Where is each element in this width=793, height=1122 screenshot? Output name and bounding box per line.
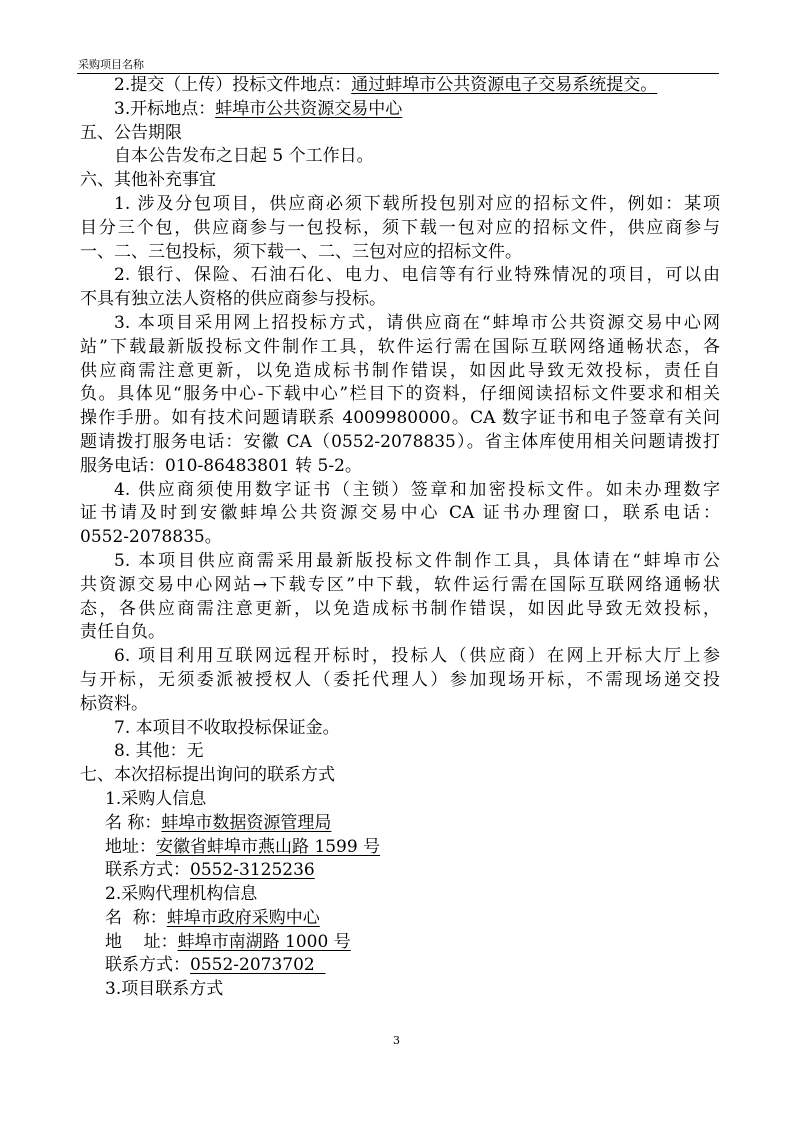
- paragraph-line: 5. 本项目供应商需采用最新版投标文件制作工具，具体请在“蚌埠市公: [114, 550, 720, 571]
- subheading-agency-info: 2.采购代理机构信息: [105, 884, 258, 905]
- paragraph-line: 1. 涉及分包项目，供应商必须下载所投包别对应的招标文件，例如：某项: [114, 193, 720, 214]
- purchaser-name-value: 蚌埠市数据资源管理局: [161, 812, 332, 833]
- agency-phone-value: 0552-2073702: [190, 955, 326, 976]
- agency-name-label: 名 称：: [105, 907, 167, 928]
- page-number: 3: [393, 1034, 400, 1047]
- paragraph-line: 题请拨打服务电话：安徽 CA（0552-2078835）。省主体库使用相关问题请拨打: [80, 431, 720, 452]
- paragraph-line: 站”下载最新版投标文件制作工具，软件运行需在国际互联网络通畅状态，各: [80, 336, 720, 357]
- paragraph-line: 7. 本项目不收取投标保证金。: [114, 717, 340, 738]
- paragraph-line: 2. 银行、保险、石油石化、电力、电信等有行业特殊情况的项目，可以由: [114, 265, 720, 286]
- purchaser-name-line: [80, 812, 720, 836]
- purchaser-address-value: 安徽省蚌埠市燕山路 1599 号: [156, 836, 381, 857]
- paragraph-line: 6. 项目利用互联网远程开标时，投标人（供应商）在网上开标大厅上参: [114, 646, 720, 667]
- paragraph-line: 标资料。: [80, 693, 148, 714]
- subheading-project-contact: 3.项目联系方式: [105, 979, 224, 1000]
- bid-opening-location-value: 蚌埠市公共资源交易中心: [215, 98, 403, 119]
- paragraph-line: 操作手册。如有技术问题请联系 4009980000。CA 数字证书和电子签章有关问: [80, 408, 720, 429]
- agency-phone-label: 联系方式：: [105, 955, 190, 976]
- page-header-title: 采购项目名称: [78, 58, 144, 71]
- document-body: [80, 74, 720, 1002]
- purchaser-address-line: [80, 836, 720, 860]
- agency-phone-line: [80, 954, 720, 978]
- agency-name-line: [80, 907, 720, 931]
- agency-address-label: 地 址：: [105, 931, 178, 952]
- submission-location-value: 通过蚌埠市公共资源电子交易系统提交。: [351, 75, 658, 95]
- section-heading-announcement-period: 五、公告期限: [80, 122, 182, 143]
- paragraph-line: 8. 其他：无: [114, 741, 204, 762]
- paragraph-line: 3. 本项目采用网上招投标方式，请供应商在“蚌埠市公共资源交易中心网: [114, 312, 720, 333]
- section-heading-contact-info: 七、本次招标提出询问的联系方式: [80, 765, 335, 786]
- purchaser-name-label: 名 称：: [105, 812, 162, 833]
- paragraph-line: 证书请及时到安徽蚌埠公共资源交易中心 CA 证书办理窗口，联系电话：: [80, 503, 720, 524]
- paragraph-line: 责任自负。: [80, 622, 165, 643]
- purchaser-phone-line: [80, 859, 720, 883]
- purchaser-address-label: 地址：: [105, 836, 156, 857]
- paragraph-line: 态，各供应商需注意更新，以免造成标书制作错误，如因此导致无效投标，: [80, 598, 720, 619]
- paragraph-line: 4. 供应商须使用数字证书（主锁）签章和加密投标文件。如未办理数字: [114, 479, 720, 500]
- section-heading-other-matters: 六、其他补充事宜: [80, 170, 216, 191]
- bid-opening-location-line: [80, 98, 720, 122]
- paragraph-line: 供应商需注意更新，以免造成标书制作错误，如因此导致无效投标，责任自: [80, 360, 720, 381]
- paragraph-line: 目分三个包，供应商参与一包投标，须下载一包对应的招标文件，供应商参与: [80, 217, 720, 238]
- paragraph-line: 一、二、三包投标，须下载一、二、三包对应的招标文件。: [80, 241, 522, 262]
- purchaser-phone-label: 联系方式：: [105, 860, 190, 881]
- agency-name-value: 蚌埠市政府采购中心: [166, 907, 320, 928]
- paragraph-line: 与开标，无须委派被授权人（委托代理人）参加现场开标，不需现场递交投: [80, 669, 720, 690]
- paragraph-line: 0552-2078835。: [80, 527, 222, 548]
- bid-opening-location-label: 3.开标地点：: [114, 98, 216, 119]
- submission-location-label: 2.提交（上传）投标文件地点：: [114, 75, 352, 95]
- purchaser-phone-value: 0552-3125236: [190, 860, 315, 881]
- subheading-purchaser-info: 1.采购人信息: [105, 788, 207, 809]
- paragraph-line: 自本公告发布之日起 5 个工作日。: [114, 146, 374, 167]
- agency-address-line: [80, 931, 720, 955]
- paragraph-line: 服务电话：010-86483801 转 5-2。: [80, 455, 362, 476]
- agency-address-value: 蚌埠市南湖路 1000 号: [177, 931, 351, 952]
- paragraph-line: 不具有独立法人资格的供应商参与投标。: [80, 289, 386, 310]
- paragraph-line: 负。具体见“服务中心-下载中心”栏目下的资料，仔细阅读招标文件要求和相关: [80, 384, 720, 405]
- submission-location-line: [80, 74, 720, 98]
- paragraph-line: 共资源交易中心网站→下载专区”中下载，软件运行需在国际互联网络通畅状: [80, 574, 720, 595]
